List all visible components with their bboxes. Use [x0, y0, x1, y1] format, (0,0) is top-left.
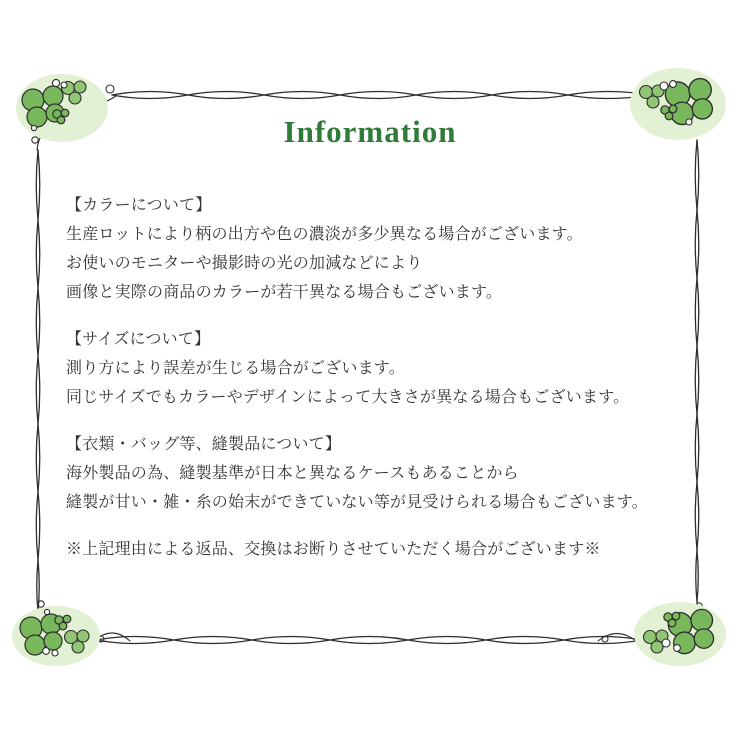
border-right-line — [689, 112, 702, 618]
section-line: 縫製が甘い・雑・糸の始末ができていない等が見受けられる場合もございます。 — [66, 494, 648, 511]
border-left-line — [32, 126, 54, 626]
clover-ornament-bottom-left — [12, 606, 100, 666]
section-line: 生産ロットにより柄の出方や色の濃淡が多少異なる場合がございます。 — [66, 226, 583, 243]
section-size — [66, 325, 686, 412]
info-sections — [66, 191, 686, 564]
section-line: 海外製品の為、縫製基準が日本と異なるケースもあることから — [66, 465, 519, 482]
section-line: お使いのモニターや撮影時の光の加減などにより — [66, 255, 423, 272]
section-line: 画像と実際の商品のカラーが若干異なる場合もございます。 — [66, 284, 503, 301]
clover-ornament-bottom-right — [634, 602, 726, 666]
return-policy-note: ※上記理由による返品、交換はお断りさせていただく場合がございます※ — [66, 541, 601, 558]
section-heading: 【衣類・バッグ等、縫製品について】 — [66, 436, 342, 453]
section-color — [66, 191, 686, 307]
page-title: Information — [283, 114, 457, 149]
section-heading: 【サイズについて】 — [66, 331, 211, 348]
section-sewn-goods — [66, 430, 686, 517]
section-line: 同じサイズでもカラーやデザインによって大きさが異なる場合もございます。 — [66, 389, 630, 406]
section-line: 測り方により誤差が生じる場合がございます。 — [66, 360, 405, 377]
border-top-line — [86, 85, 650, 103]
border-bottom-line — [94, 633, 642, 644]
section-heading: 【カラーについて】 — [66, 197, 212, 214]
